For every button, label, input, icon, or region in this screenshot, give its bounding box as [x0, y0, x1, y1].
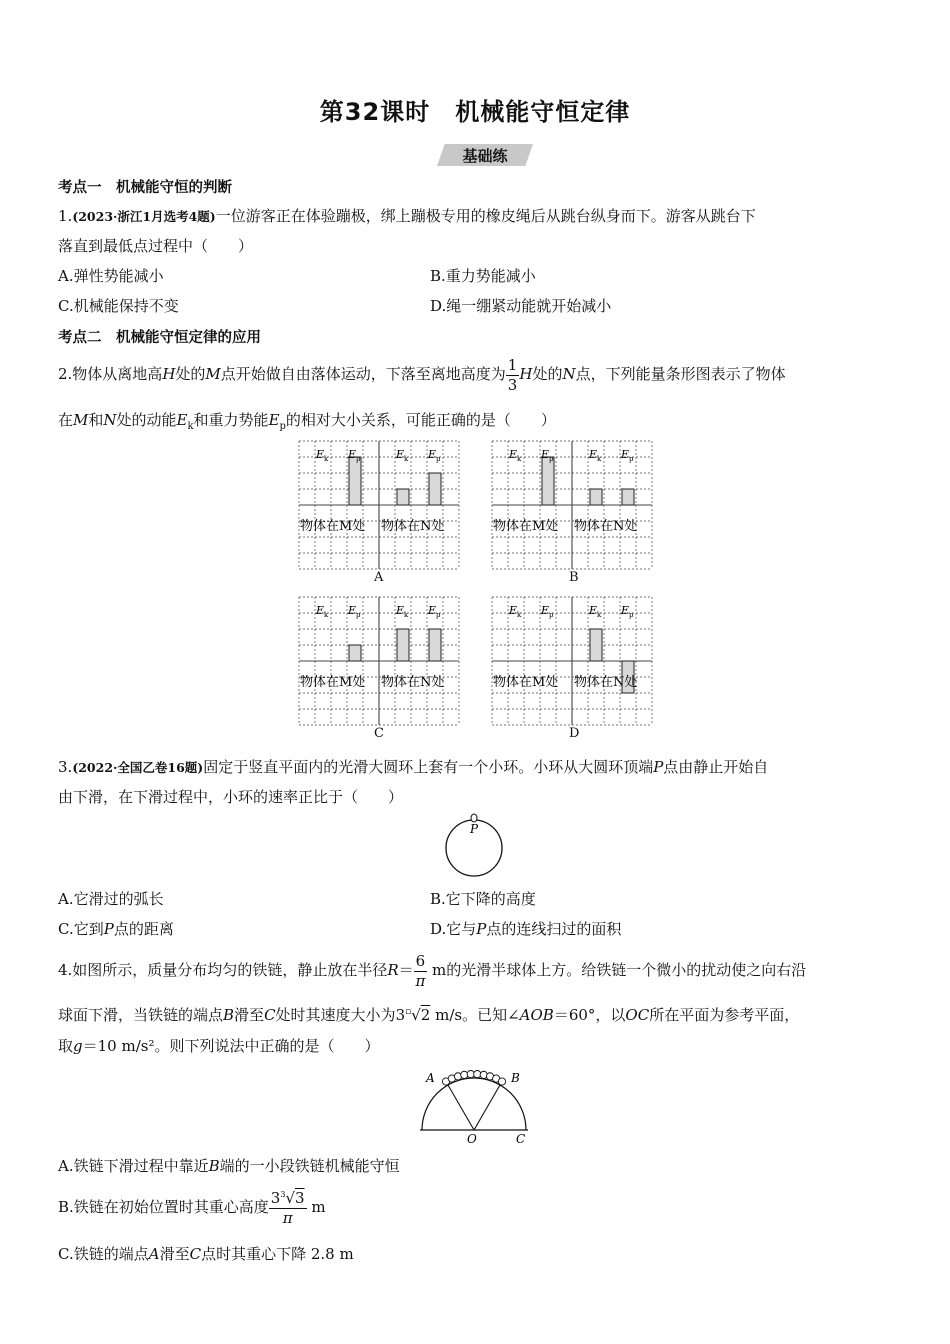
- label-ek-sub: k: [517, 611, 522, 619]
- label-ek-sub: k: [597, 455, 602, 463]
- fraction-6-over-pi: $\frac{6}{\pi}$: [415, 951, 426, 990]
- label-ep: E: [428, 448, 437, 461]
- label-at-n: 物体在N处: [574, 675, 638, 690]
- label-ep-sub: p: [629, 611, 634, 619]
- label-at-n: 物体在N处: [381, 675, 445, 690]
- bar-n-ep: [429, 629, 441, 661]
- q4-stem-line3: 取g＝10 m/s²。则下列说法中正确的是（ ）: [58, 1037, 380, 1055]
- label-o: O: [467, 1132, 477, 1146]
- bar-n-ek: [590, 489, 602, 505]
- bar-n-ep: [622, 489, 634, 505]
- bar-n-ek: [590, 629, 602, 661]
- q4-stem-line2: 球面下滑，当铁链的端点B滑至C处时其速度大小为3▫√2 m/s。已知∠AOB＝60°，以OC所在平面为参考平面，: [58, 1006, 800, 1024]
- label-at-m: 物体在M处: [493, 519, 559, 534]
- page-title: 第32课时 机械能守恒定律: [319, 98, 631, 126]
- label-ek: E: [589, 604, 598, 617]
- label-ek: E: [396, 448, 405, 461]
- label-ep: E: [428, 604, 437, 617]
- q1-option-a: A.弹性势能减小: [58, 267, 164, 285]
- label-ep: E: [348, 604, 357, 617]
- bar-n-ep: [429, 473, 441, 505]
- label-ep-sub: p: [549, 455, 554, 463]
- hemisphere-arc: [422, 1078, 526, 1130]
- q2-stem-line2: 在M和N处的动能$E_k$和重力势能$E_p$的相对大小关系，可能正确的是（ ）: [58, 411, 556, 432]
- radius-oa: [448, 1085, 474, 1130]
- label-ek: E: [589, 448, 598, 461]
- chart-caption-a: A: [374, 570, 384, 585]
- q1-option-d: D.绳一绷紧动能就开始减小: [430, 297, 612, 315]
- q1-source: (2023·浙江1月选考4题): [72, 209, 216, 224]
- q3-source: (2022·全国乙卷16题): [72, 760, 204, 775]
- label-ep: E: [541, 604, 550, 617]
- label-ep-sub: p: [356, 455, 361, 463]
- label-ep: E: [621, 604, 630, 617]
- label-ep: E: [348, 448, 357, 461]
- energy-bar-chart-c: [298, 596, 460, 726]
- q3-stem-line2: 由下滑，在下滑过程中，小环的速率正比于（ ）: [58, 788, 404, 806]
- fraction-one-third: $\frac{1}{3}$: [507, 355, 518, 394]
- label-p: P: [470, 822, 479, 836]
- label-ek-sub: k: [517, 455, 522, 463]
- chain-link: [498, 1078, 505, 1085]
- q3-option-d: D.它与P点的连线扫过的面积: [430, 920, 622, 938]
- bar-n-ek: [397, 489, 409, 505]
- q1-stem-line1: 1.(2023·浙江1月选考4题)一位游客正在体验蹦极，绑上蹦极专用的橡皮绳后从跳台纵身而下。游客从跳台下: [58, 207, 756, 225]
- chart-caption-d: D: [569, 726, 580, 741]
- q4-stem-line1: 4.如图所示，质量分布均匀的铁链，静止放在半径R＝ $\frac{6}{\pi}$ m的光滑半球体上方。给铁链一个微小的扰动使之向右沿: [58, 951, 807, 990]
- fraction-3-cbrt3-over-pi: $\frac{3^3√3}{\pi}$: [270, 1188, 305, 1227]
- label-c: C: [516, 1132, 526, 1146]
- q4-option-b: B.铁链在初始位置时其重心高度 $\frac{3^3√3}{\pi}$ m: [58, 1188, 326, 1227]
- bar-m-ep: [349, 645, 361, 661]
- label-at-m: 物体在M处: [300, 675, 366, 690]
- label-ek: E: [509, 448, 518, 461]
- q3-option-b: B.它下降的高度: [430, 890, 536, 908]
- q3-option-c: C.它到P点的距离: [58, 920, 174, 938]
- label-ep-sub: p: [629, 455, 634, 463]
- label-ep-sub: p: [436, 611, 441, 619]
- section-badge: 基础练: [437, 144, 533, 166]
- q1-option-b: B.重力势能减小: [430, 267, 536, 285]
- label-ek: E: [316, 604, 325, 617]
- section-heading-2: 考点二 机械能守恒定律的应用: [58, 330, 261, 346]
- q4-hemisphere-chain-diagram: [410, 1062, 535, 1146]
- q3-stem-line1: 3.(2022·全国乙卷16题)固定于竖直平面内的光滑大圆环上套有一个小环。小环从大圆环顶端P点由静止开始自: [58, 758, 769, 776]
- chart-caption-b: B: [569, 570, 579, 585]
- energy-bar-chart-b: [491, 440, 653, 570]
- label-at-m: 物体在M处: [493, 675, 559, 690]
- bar-m-ep: [542, 457, 554, 505]
- section-heading-1: 考点一 机械能守恒的判断: [58, 180, 232, 196]
- small-ring: [471, 814, 477, 822]
- label-a: A: [426, 1071, 435, 1085]
- label-ek-sub: k: [324, 611, 329, 619]
- q4-option-a: A.铁链下滑过程中靠近B端的一小段铁链机械能守恒: [58, 1157, 400, 1175]
- label-ek-sub: k: [324, 455, 329, 463]
- label-b: B: [511, 1071, 520, 1085]
- radius-ob: [474, 1085, 500, 1130]
- label-ek: E: [509, 604, 518, 617]
- label-at-m: 物体在M处: [300, 519, 366, 534]
- chart-caption-c: C: [374, 726, 384, 741]
- label-ep-sub: p: [356, 611, 361, 619]
- label-ep-sub: p: [549, 611, 554, 619]
- q2-stem-line1: 2.物体从离地高H处的M点开始做自由落体运动，下落至离地高度为 $\frac{1}{3}$ H处的N点，下列能量条形图表示了物体: [58, 355, 786, 394]
- label-ek: E: [396, 604, 405, 617]
- label-ep: E: [541, 448, 550, 461]
- bar-m-ep: [349, 457, 361, 505]
- label-ep: E: [621, 448, 630, 461]
- q3-ring-diagram: [440, 808, 510, 878]
- energy-bar-chart-d: [491, 596, 653, 726]
- q1-stem-line2: 落直到最低点过程中（ ）: [58, 237, 254, 255]
- label-at-n: 物体在N处: [381, 519, 445, 534]
- label-ep-sub: p: [436, 455, 441, 463]
- label-ek-sub: k: [597, 611, 602, 619]
- label-ek-sub: k: [404, 455, 409, 463]
- bar-n-ek: [397, 629, 409, 661]
- energy-bar-chart-a: [298, 440, 460, 570]
- q3-option-a: A.它滑过的弧长: [58, 890, 164, 908]
- q1-option-c: C.机械能保持不变: [58, 297, 179, 315]
- label-ek: E: [316, 448, 325, 461]
- label-at-n: 物体在N处: [574, 519, 638, 534]
- q4-option-c: C.铁链的端点A滑至C点时其重心下降 2.8 m: [58, 1245, 354, 1263]
- label-ek-sub: k: [404, 611, 409, 619]
